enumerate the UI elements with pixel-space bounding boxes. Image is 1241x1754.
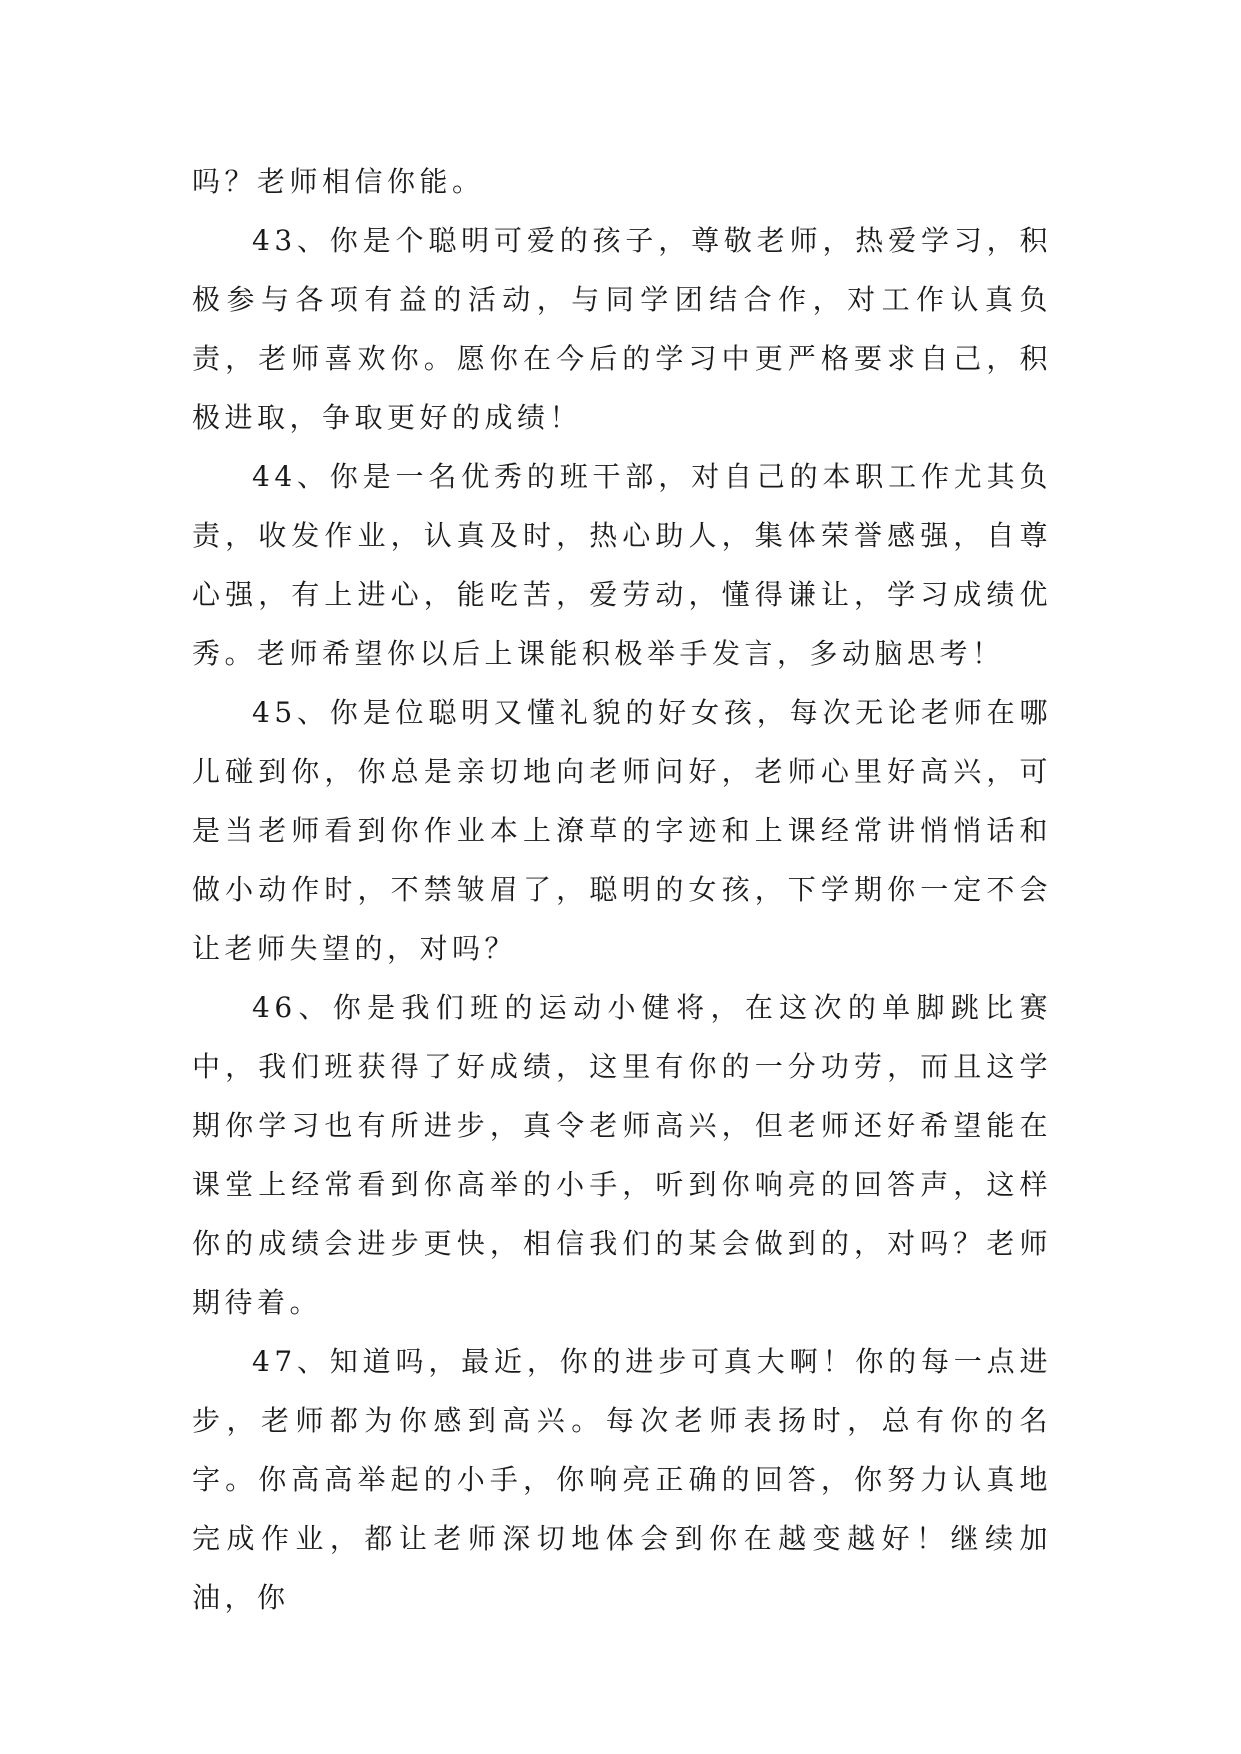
document-body <box>192 152 1052 1627</box>
paragraph-47: 47、知道吗，最近，你的进步可真大啊！你的每一点进步，老师都为你感到高兴。每次老师表扬时，总有你的名字。你高高举起的小手，你响亮正确的回答，你努力认真地完成作业，都让老师深切地体会到你在越变越好！继续加油，你 <box>192 1345 1052 1614</box>
paragraph-44: 44、你是一名优秀的班干部，对自己的本职工作尤其负责，收发作业，认真及时，热心助人，集体荣誉感强，自尊心强，有上进心，能吃苦，爱劳动，懂得谦让，学习成绩优秀。老师希望你以后上课能积极举手发言，多动脑思考！ <box>192 460 1052 670</box>
paragraph-43: 43、你是个聪明可爱的孩子，尊敬老师，热爱学习，积极参与各项有益的活动，与同学团结合作，对工作认真负责，老师喜欢你。愿你在今后的学习中更严格要求自己，积极进取，争取更好的成绩！ <box>192 224 1052 434</box>
paragraph-46: 46、你是我们班的运动小健将，在这次的单脚跳比赛中，我们班获得了好成绩，这里有你的一分功劳，而且这学期你学习也有所进步，真令老师高兴，但老师还好希望能在课堂上经常看到你高举的小手，听到你响亮的回答声，这样你的成绩会进步更快，相信我们的某会做到的，对吗？老师期待着。 <box>192 991 1052 1319</box>
paragraph-45: 45、你是位聪明又懂礼貌的好女孩，每次无论老师在哪儿碰到你，你总是亲切地向老师问好，老师心里好高兴，可是当老师看到你作业本上潦草的字迹和上课经常讲悄悄话和做小动作时，不禁皱眉了，聪明的女孩，下学期你一定不会让老师失望的，对吗？ <box>192 696 1052 965</box>
paragraph-continuation: 吗？老师相信你能。 <box>192 165 485 198</box>
